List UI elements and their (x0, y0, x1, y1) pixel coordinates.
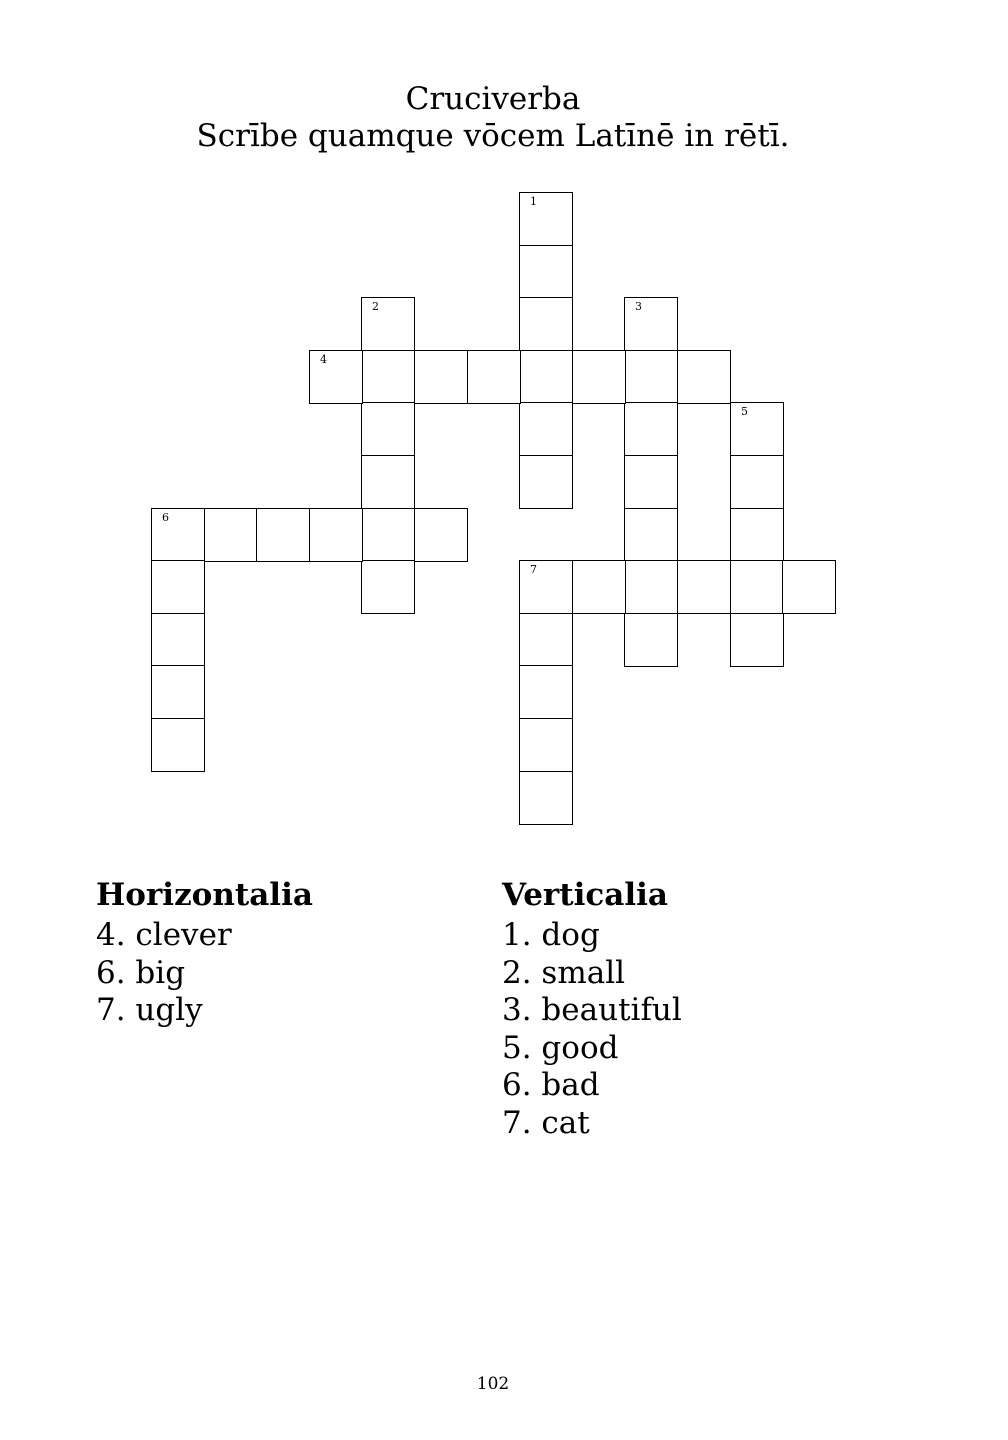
page-instructions: Scrībe quamque vōcem Latīnē in rētī. (196, 118, 790, 154)
across-clue: 6. big (96, 954, 186, 991)
crossword-cell[interactable] (677, 350, 731, 404)
clue-number: 4 (320, 353, 327, 366)
crossword-cell[interactable] (414, 508, 468, 562)
clue-number: 6 (162, 511, 169, 524)
crossword-cell[interactable] (730, 455, 784, 509)
down-clue: 3. beautiful (502, 992, 682, 1028)
across-clue: 4. clever (96, 917, 232, 953)
crossword-cell[interactable] (414, 350, 468, 404)
down-clue: 2. small (502, 954, 626, 991)
crossword-cell[interactable] (624, 402, 678, 456)
page-title: Cruciverba (405, 81, 581, 117)
page-number: 102 (476, 1374, 510, 1394)
crossword-cell[interactable] (730, 402, 784, 456)
crossword-cell[interactable] (624, 613, 678, 667)
clue-number: 3 (635, 300, 642, 313)
crossword-cell[interactable] (519, 245, 573, 299)
across-heading: Horizontalia (96, 877, 313, 913)
crossword-cell[interactable] (519, 771, 573, 825)
crossword-cell[interactable] (519, 350, 573, 404)
crossword-cell[interactable] (677, 560, 731, 614)
crossword-cell[interactable] (572, 560, 626, 614)
down-heading: Verticalia (502, 877, 668, 913)
down-clue: 1. dog (502, 917, 600, 953)
crossword-cell[interactable] (519, 560, 573, 614)
crossword-cell[interactable] (519, 297, 573, 351)
crossword-cell[interactable] (624, 350, 678, 404)
crossword-cell[interactable] (361, 350, 415, 404)
clue-number: 7 (530, 563, 537, 576)
crossword-cell[interactable] (519, 718, 573, 772)
crossword-cell[interactable] (624, 297, 678, 351)
crossword-cell[interactable] (519, 665, 573, 719)
crossword-cell[interactable] (151, 613, 205, 667)
crossword-cell[interactable] (624, 455, 678, 509)
crossword-cell[interactable] (309, 350, 363, 404)
crossword-cell[interactable] (361, 508, 415, 562)
crossword-cell[interactable] (151, 560, 205, 614)
crossword-cell[interactable] (361, 402, 415, 456)
crossword-cell[interactable] (361, 560, 415, 614)
crossword-cell[interactable] (361, 455, 415, 509)
crossword-cell[interactable] (519, 192, 573, 246)
crossword-cell[interactable] (572, 350, 626, 404)
crossword-cell[interactable] (204, 508, 258, 562)
crossword-cell[interactable] (519, 402, 573, 456)
across-clues (96, 876, 313, 1030)
crossword-cell[interactable] (256, 508, 310, 562)
crossword-cell[interactable] (782, 560, 836, 614)
across-clue: 7. ugly (96, 992, 203, 1028)
crossword-cell[interactable] (730, 508, 784, 562)
down-clue: 5. good (502, 1029, 619, 1066)
crossword-cell[interactable] (519, 455, 573, 509)
crossword-cell[interactable] (361, 297, 415, 351)
clue-number: 2 (372, 300, 379, 313)
crossword-cell[interactable] (730, 613, 784, 667)
down-clue: 7. cat (502, 1104, 590, 1141)
crossword-cell[interactable] (624, 560, 678, 614)
crossword-cell[interactable] (730, 560, 784, 614)
crossword-cell[interactable] (151, 665, 205, 719)
crossword-cell[interactable] (151, 718, 205, 772)
crossword-cell[interactable] (309, 508, 363, 562)
crossword-cell[interactable] (624, 508, 678, 562)
down-clue: 6. bad (502, 1067, 600, 1103)
crossword-cell[interactable] (519, 613, 573, 667)
clue-number: 5 (741, 405, 748, 418)
crossword-cell[interactable] (151, 508, 205, 562)
clue-number: 1 (530, 195, 537, 208)
down-clues (502, 876, 682, 1142)
crossword-cell[interactable] (467, 350, 521, 404)
